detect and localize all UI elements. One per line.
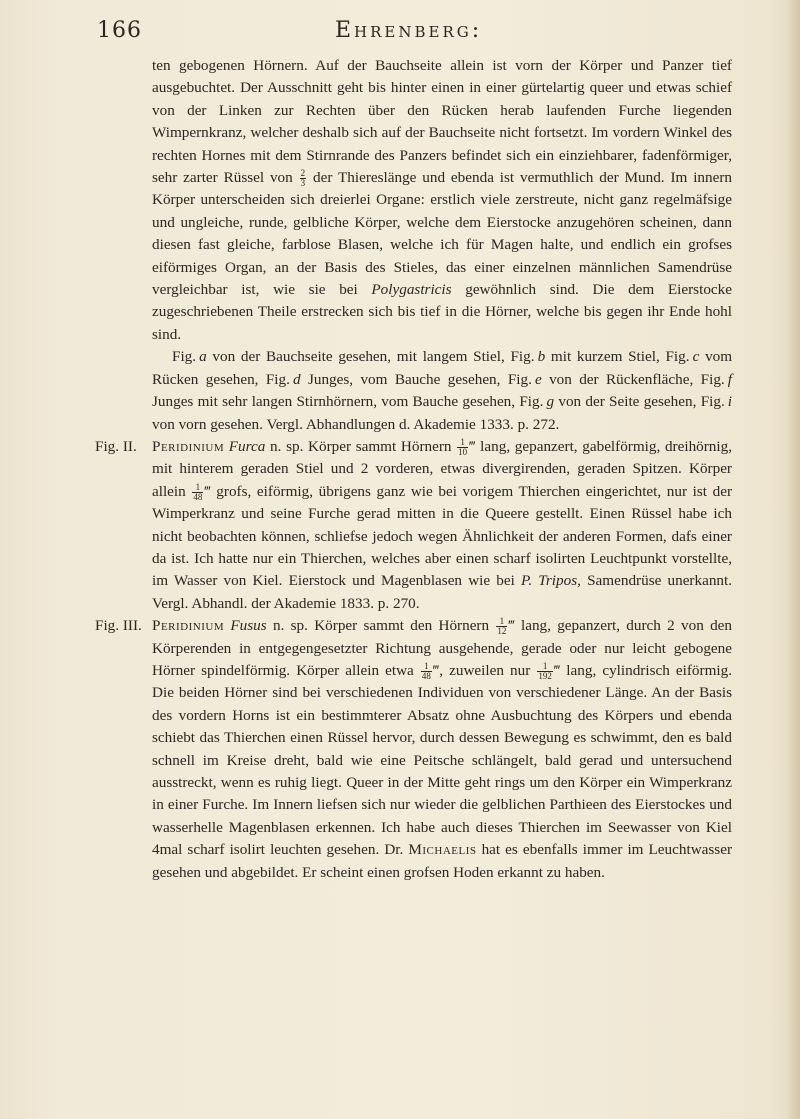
text-run: Junges mit sehr langen Stirnhörnern, vom Bauche gesehen, [152,393,516,411]
italic-taxon: Polygastricis [371,281,452,299]
fraction-numerator: 1 [192,483,203,493]
fig-ref: Fig. [265,370,290,388]
text-run: von der Seite gesehen, [558,393,697,411]
fig-ref: Fig. [510,348,535,366]
fraction-denominator: 48 [193,491,203,502]
entry-text [152,436,732,615]
fig-ref: Fig. [519,393,544,411]
entry-fig-2 [95,436,733,615]
text-run: von vorn gesehen. Vergl. Abhandlungen d. Akademie 1333. p. 272. [152,415,560,433]
fraction [537,662,553,681]
fraction-denominator: 48 [421,670,431,681]
fraction [496,617,507,636]
page-number: 166 [97,18,142,43]
fraction [300,169,307,188]
fraction-denominator: 192 [538,670,552,681]
person-name: Michaelis [408,841,477,859]
text-run: gewöhnlich sind. Die dem Eierstocke zugeschriebenen Theile erstrecken sich bis tief in die Hörner, welche bis gegen ihr Ende hohl sind. [152,281,732,343]
entry-fig-3 [95,615,733,884]
fig-letter: g [546,393,555,411]
figure-label: Fig. III. [95,617,142,635]
fig-ref: Fig. [700,393,725,411]
fraction-numerator: 1 [457,438,468,448]
text-run: von der Rückenfläche, [549,370,694,388]
paragraph-figure-list [152,346,732,436]
species-name: Fusus [230,617,267,635]
body-text [95,55,733,884]
fig-letter: c [692,348,700,366]
figure-label: Fig. II. [95,437,137,455]
fig-letter: e [534,370,542,388]
text-run: Samendrüse unerkannt. Vergl. Abhandl. der Akademie 1833. p. 270. [152,572,733,612]
text-run: n. sp. Körper sammt den Hörnern [272,617,490,635]
fraction-denominator: 3 [300,178,306,189]
text-run: ten gebogenen Hörnern. Auf der Bauchseite allein ist vorn der Körper und Panzer tief ausgebuchtet. Der Ausschnitt geht bis hinter einen in einer gürtelartig queer und etwas schief von der Linken zur Rechten über den Rücken herab laufenden Furche liegenden Wimpernkranz, welcher deshalb sich auf der Bauchseite nicht fortsetzt. Im vordern Winkel des rechten Hornes mit dem Stirnrande des Panzers befindet sich ein einziehbarer, fadenförmiger, sehr zarter Rüssel von [152,57,732,187]
fig-ref: Fig. [172,348,197,366]
fig-ref: Fig. [700,370,725,388]
text-run: ‴ grofs, eiförmig, übrigens ganz wie bei vorigem Thierchen eingerichtet, nur ist der Wimperkranz und seine Furche gerad mitten in die Queere gestellt. Einen Rüssel habe ich nicht beobachten können, schliefse jedoch wegen Ähnlichkeit der anderen Formen, dafs einer da ist. Ich hatte nur ein Thierchen, welches aber einen scharf isolirten Leuchtpunkt vorstellte, im Wasser von Kiel. Eierstock und Magenblasen wie bei [152,482,733,590]
running-head: Ehrenberg: [335,18,483,43]
fig-letter: i [727,393,733,411]
text-run: ‴ lang, cylindrisch eiförmig. Die beiden Hörner sind bei verschiedenen Individuen von verschiedener Länge. An der Basis des vordern Horns ist ein bestimmterer Absatz ohne Ausbuchtung des Körpers und ebenda schiebt das Thierchen einen Rüssel hervor, durch dessen Bewegung es schwimmt, den es bald schnell im Kreise dreht, bald wie eine Peitsche schlängelt, bald gerad und untersuchend ausstreckt, wenn es ruhig liegt. Queer in der Mitte geht rings um den Körper ein Wimperkranz in einer Furche. Im Innern liefsen sich nur wieder die gelblichen Parthieen des Eierstockes und wasserhelle Magenblasen erkennen. Ich habe auch dieses Thierchen im Seewasser von Kiel 4mal scharf isolirt leuchten gesehen. Dr. [152,661,732,859]
text-run: hat es ebenfalls immer im Leuchtwasser gesehen und abgebildet. Er scheint einen grofsen Hoden erkannt zu haben. [152,841,733,881]
page-edge-shadow [786,0,800,1119]
italic-taxon: P. Tripos, [521,572,581,590]
fig-letter: f [727,370,732,388]
text-run: der Thiereslänge und ebenda ist vermuthlich der Mund. Im innern Körper unterscheiden sich dreierlei Organe: erstlich viele zerstreute, nicht ganz regelmäfsige und ungleiche, runde, gelbliche Körper, welche dem Eierstocke anzugehören scheinen, dann diesen fast gleiche, farblose Blasen, welche ich für Magen halte, und endlich ein grofses eiförmiges Organ, an der Basis des Stieles, das einer einzelnen männlichen Samendrüse vergleichbar ist, wie sie bei [152,169,733,299]
fraction [192,483,203,502]
fig-letter: a [199,348,207,366]
text-run: Junges, vom Bauche gesehen, [307,370,501,388]
genus-name: Peridinium [152,617,225,635]
fig-letter: d [292,370,301,388]
fraction-denominator: 12 [497,626,507,637]
text-run: ‴ lang, gepanzert, gabelförmig, dreihörnig, mit hinterem geraden Stiel und 2 vorderen, etwas divergirenden, geraden Spitzen. Körper allein [152,437,733,500]
text-run: n. sp. Körper sammt Hörnern [270,437,452,455]
fraction-numerator: 1 [496,617,507,627]
genus-name: Peridinium [152,437,225,455]
text-run: mit kurzem Stiel, [550,348,660,366]
text-run: ‴, zuweilen nur [432,661,531,679]
fig-ref: Fig. [665,348,690,366]
text-run: ‴ lang, gepanzert, durch 2 von den Körperenden in entgegengesetzter Richtung ausgehende, gerade oder nur leicht gebogene Hörner spindelförmig. Körper allein etwa [152,617,733,679]
text-run: von der Bauchseite gesehen, mit langem Stiel, [212,348,505,366]
fraction-numerator: 1 [421,662,432,672]
species-name: Furca [228,437,266,455]
page-header [0,16,800,56]
fraction [421,662,432,681]
fraction-numerator: 1 [537,662,553,672]
entry-text [152,615,732,884]
fraction-numerator: 2 [300,168,306,179]
fraction [457,438,468,457]
fig-letter: b [537,348,546,366]
paragraph-description [152,55,732,346]
text-run: vom Rücken gesehen, [152,348,733,388]
fraction-denominator: 10 [458,446,468,457]
fig-ref: Fig. [507,370,532,388]
